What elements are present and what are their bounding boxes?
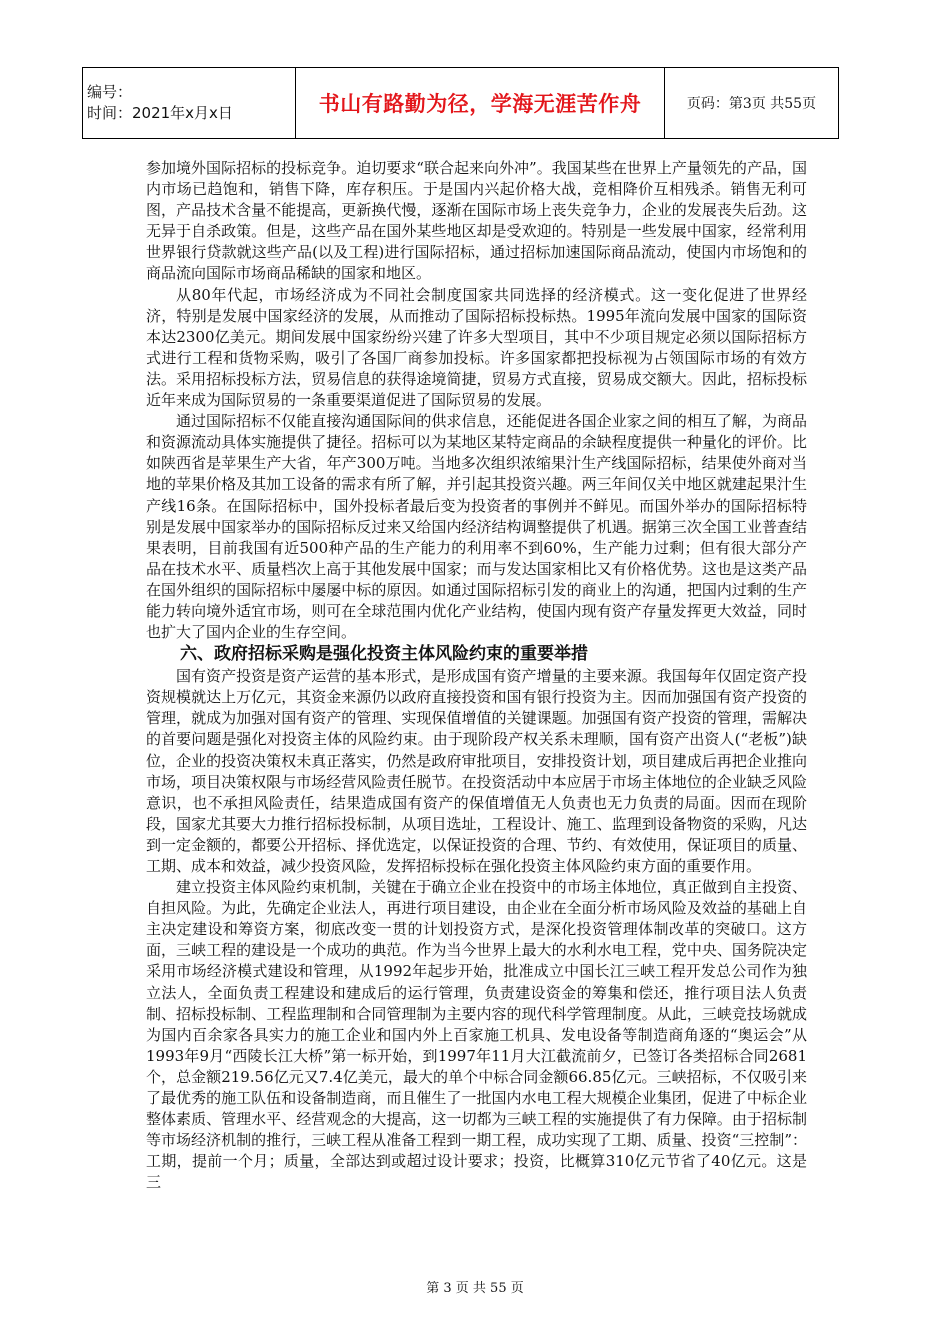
document-number-label: 编号：	[87, 83, 133, 101]
header-meta	[83, 68, 296, 139]
body-paragraph: 参加境外国际招标的投标竞争。迫切要求“联合起来向外冲”。我国某些在世界上产量领先的产品，国内市场已趋饱和，销售下降，库存积压。于是国内兴起价格大战，竞相降价互相残杀。销售无利可图，产品技术含量不能提高，更新换代慢，逐渐在国际市场上丧失竞争力，企业的发展丧失后劲。这无异于自杀政策。但是，这些产品在国外某些地区却是受欢迎的。特别是一些发展中国家，经常利用世界银行贷款就这些产品(以及工程)进行国际招标，通过招标加速国际商品流动，使国内市场饱和的商品流向国际市场商品稀缺的国家和地区。	[146, 159, 807, 283]
header-page-number: 页码：第3页 共55页	[665, 68, 839, 139]
body-paragraph: 建立投资主体风险约束机制，关键在于确立企业在投资中的市场主体地位，真正做到自主投资、自担风险。为此，先确定企业法人，再进行项目建设，由企业在全面分析市场风险及效益的基础上自主决定建设和筹资方案，彻底改变一贯的计划投资方式，是深化投资管理体制改革的突破口。这方面，三峡工程的建设是一个成功的典范。作为当今世界上最大的水利水电工程，党中央、国务院决定采用市场经济模式建设和管理，从1992年起步开始，批准成立中国长江三峡工程开发总公司作为独立法人，全面负责工程建设和建成后的运行管理，负责建设资金的筹集和偿还，推行项目法人负责制、招标投标制、工程监理制和合同管理制为主要内容的现代科学管理制度。从此，三峡竞技场就成为国内百余家各具实力的施工企业和国内外上百家施工机具、发电设备等制造商角逐的“奥运会”从1993年9月“西陵长江大桥”第一标开始，到1997年11月大江截流前夕，已签订各类招标合同2681个，总金额219.56亿元又7.4亿美元，最大的单个中标合同金额66.85亿元。三峡招标，不仅吸引来了最优秀的施工队伍和设备制造商，而且催生了一批国内水电工程大规模企业集团，促进了中标企业整体素质、管理水平、经营观念的大提高，这一切都为三峡工程的实施提供了有力保障。由于招标制等市场经济机制的推行，三峡工程从准备工程到一期工程，成功实现了工期、质量、投资“三控制”：工期，提前一个月；质量，全部达到或超过设计要求；投资，比概算310亿元节省了40亿元。这是三	[146, 878, 807, 1192]
body-paragraph: 从80年代起，市场经济成为不同社会制度国家共同选择的经济模式。这一变化促进了世界经济，特别是发展中国家经济的发展，从而推动了国际招标投标热。1995年流向发展中国家的国际资本达2300亿美元。期间发展中国家纷纷兴建了许多大型项目，其中不少项目规定必须以国际招标方式进行工程和货物采购，吸引了各国厂商参加投标。许多国家都把投标视为占领国际市场的有效方法。采用招标投标方法，贸易信息的获得途境简捷，贸易方式直接，贸易成交额大。因此，招标投标近年来成为国际贸易的一条重要渠道促进了国际贸易的发展。	[146, 285, 807, 410]
document-body	[146, 158, 807, 1194]
section-heading: 六、政府招标采购是强化投资主体风险约束的重要举措	[180, 644, 588, 665]
body-paragraph: 通过国际招标不仅能直接沟通国际间的供求信息，还能促进各国企业家之间的相互了解，为商品和资源流动具体实施提供了捷径。招标可以为某地区某特定商品的余缺程度提供一种量化的评价。比如陕西省是苹果生产大省，年产300万吨。当地多次组织浓缩果汁生产线国际招标，结果使外商对当地的苹果价格及其加工设备的需求有所了解，并引起其投资兴趣。两三年间仅关中地区就建起果汁生产线16条。在国际招标中，国外投标者最后变为投资者的事例并不鲜见。而国外举办的国际招标特别是发展中国家举办的国际招标反过来又给国内经济结构调整提供了机遇。据第三次全国工业普查结果表明，目前我国有近500种产品的生产能力的利用率不到60%，生产能力过剩；但有很大部分产品在技术水平、质量档次上高于其他发展中国家；而与发达国家相比又有价格优势。这也是这类产品在国外组织的国际招标中屡屡中标的原因。如通过国际招标引发的商业上的沟通，把国内过剩的生产能力转向境外适宜市场，则可在全球范围内优化产业结构，使国内现有资产存量发挥更大效益，同时也扩大了国内企业的生存空间。	[146, 412, 807, 642]
body-paragraph: 国有资产投资是资产运营的基本形式，是形成国有资产增量的主要来源。我国每年仅固定资产投资规模就达上万亿元，其资金来源仍以政府直接投资和国有银行投资为主。因而加强国有资产投资的管理，就成为加强对国有资产的管理、实现保值增值的关键课题。加强国有资产投资的管理，需解决的首要问题是强化对投资主体的风险约束。由于现阶段产权关系未理顺，国有资产出资人(“老板”)缺位，企业的投资决策权未真正落实，仍然是政府审批项目，安排投资计划，项目建成后再把企业推向市场，项目决策权限与市场经营风险责任脱节。在投资活动中本应居于市场主体地位的企业缺乏风险意识，也不承担风险责任，结果造成国有资产的保值增值无人负责也无力负责的局面。因而在现阶段，国家尤其要大力推行招标投标制，从项目选址，工程设计、施工、监理到设备物资的采购，凡达到一定金额的，都要公开招标、择优选定，以保证投资的合理、节约、有效使用，保证项目的质量、工期、成本和效益，减少投资风险，发挥招标投标在强化投资主体风险约束方面的重要作用。	[146, 667, 807, 875]
header-motto: 书山有路勤为径，学海无涯苦作舟	[296, 68, 665, 139]
page-header	[82, 67, 839, 139]
page-footer: 第 3 页 共 55 页	[426, 1281, 524, 1296]
document-time-label: 时间：2021年x月x日	[87, 104, 233, 122]
